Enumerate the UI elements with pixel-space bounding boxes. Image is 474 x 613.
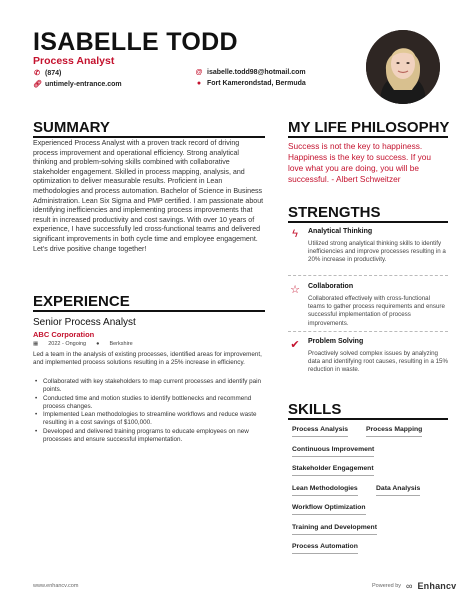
experience-divider [33, 310, 265, 312]
candidate-name: ISABELLE TODD [33, 28, 238, 56]
strength-separator [288, 275, 448, 276]
strength-title: Collaboration [308, 283, 354, 290]
skill-tag: Lean Methodologies [292, 485, 358, 496]
location-pin-icon: ● [96, 341, 100, 347]
skill-tag: Process Analysis [292, 426, 348, 437]
website-contact[interactable] [33, 80, 122, 88]
strengths-heading: STRENGTHS [288, 204, 381, 221]
footer-website[interactable]: www.enhancv.com [33, 583, 79, 589]
job-description: Led a team in the analysis of existing processes, identified areas for improvement, and implemented process solutions resulting in a 25% increase in efficiency. [33, 351, 262, 367]
strength-description: Utilized strong analytical thinking skills to identify inefficiencies and improve processes resulting in a 20% increase in productivity. [308, 240, 446, 264]
job-dates: 2022 - Ongoing [48, 341, 87, 347]
philosophy-quote: Success is not the key to happiness. Happiness is the key to success. If you love what you are doing, you will be successful. - Albert Schweitzer [288, 141, 431, 184]
skills-heading: SKILLS [288, 401, 342, 418]
strength-title: Problem Solving [308, 338, 364, 345]
skill-tag: Process Automation [292, 543, 358, 554]
skill-tag: Workflow Optimization [292, 504, 366, 515]
location-text: Fort Kamerondstad, Bermuda [207, 80, 306, 87]
philosophy-divider [288, 136, 448, 138]
skill-tag: Stakeholder Engagement [292, 465, 374, 476]
skill-tag: Data Analysis [376, 485, 420, 496]
strength-title: Analytical Thinking [308, 228, 373, 235]
skill-tag: Continuous Improvement [292, 446, 374, 457]
website-text[interactable]: untimely-entrance.com [45, 80, 122, 88]
job-meta [33, 341, 133, 347]
skill-tag: Process Mapping [366, 426, 422, 437]
skill-tag: Training and Development [292, 524, 377, 535]
summary-divider [33, 136, 265, 138]
job-location: Berkshire [109, 341, 133, 347]
summary-heading: SUMMARY [33, 119, 110, 136]
email-text[interactable]: isabelle.todd98@hotmail.com [207, 69, 306, 76]
job-title: Senior Process Analyst [33, 317, 136, 328]
profile-photo [366, 30, 440, 104]
strength-description: Collaborated effectively with cross-functional teams to gather process requirements and ensure successful implementation of process improvements. [308, 295, 445, 327]
strengths-divider [288, 221, 448, 223]
checkmark-icon: ✔ [290, 339, 300, 351]
experience-heading: EXPERIENCE [33, 293, 130, 310]
strength-description: Proactively solved complex issues by analyzing data and identifying root causes, resulting in a 15% reduction in waste. [308, 350, 448, 374]
phone-contact [33, 69, 61, 77]
job-bullets [33, 378, 265, 444]
list-item: • Developed and delivered training programs to educate employees on new processes and ensure successful implementation. [33, 428, 265, 445]
phone-text: (874) [45, 69, 62, 77]
calendar-icon: ▦ [33, 341, 39, 347]
location-pin-icon: ● [196, 80, 202, 87]
skills-divider [288, 418, 448, 420]
candidate-title: Process Analyst [33, 55, 115, 67]
location-contact [195, 80, 306, 87]
link-icon: 🔗︎ [33, 81, 42, 88]
enhancv-logo-icon: ∞ [406, 581, 413, 591]
company-name: ABC Corporation [33, 330, 95, 339]
powered-by-text: Powered by [372, 583, 402, 589]
strength-separator [288, 331, 448, 332]
at-icon: @ [195, 69, 203, 76]
footer-branding [372, 581, 456, 591]
list-item: • Collaborated with key stakeholders to map current processes and identify pain points. [33, 378, 265, 395]
list-item: • Implemented Lean methodologies to streamline workflows and reduce waste resulting in a cost savings of $100,000. [33, 411, 265, 428]
philosophy-heading: MY LIFE PHILOSOPHY [288, 119, 450, 136]
list-item: • Conducted time and motion studies to identify bottlenecks and recommend process changes. [33, 395, 265, 412]
summary-text: Experienced Process Analyst with a proven track record of driving process improvement and operational efficiency. Strong analytical thinking and problem-solving skills combined with collaborative stakeholder engagement. Skilled in process mapping, analysis, and optimization to deliver measurable results. Proficient in Lean methodologies and process automation. Bachelor of Science in Business Administration. Lean Six Sigma and PMP certified. I am passionate about identifying inefficiencies and implementing process improvements that result in increased productivity and cost savings. With over 10 years of experience, I have successfully led cross-functional teams and delivered significant improvements in both cycle time and employee engagement. Let's drive positive change together! [33, 139, 264, 253]
phone-icon: ✆ [34, 70, 40, 77]
lightning-icon: ϟ [292, 228, 298, 240]
star-icon: ☆ [290, 284, 300, 296]
email-contact[interactable] [195, 69, 306, 76]
brand-name: Enhancv [417, 581, 457, 591]
